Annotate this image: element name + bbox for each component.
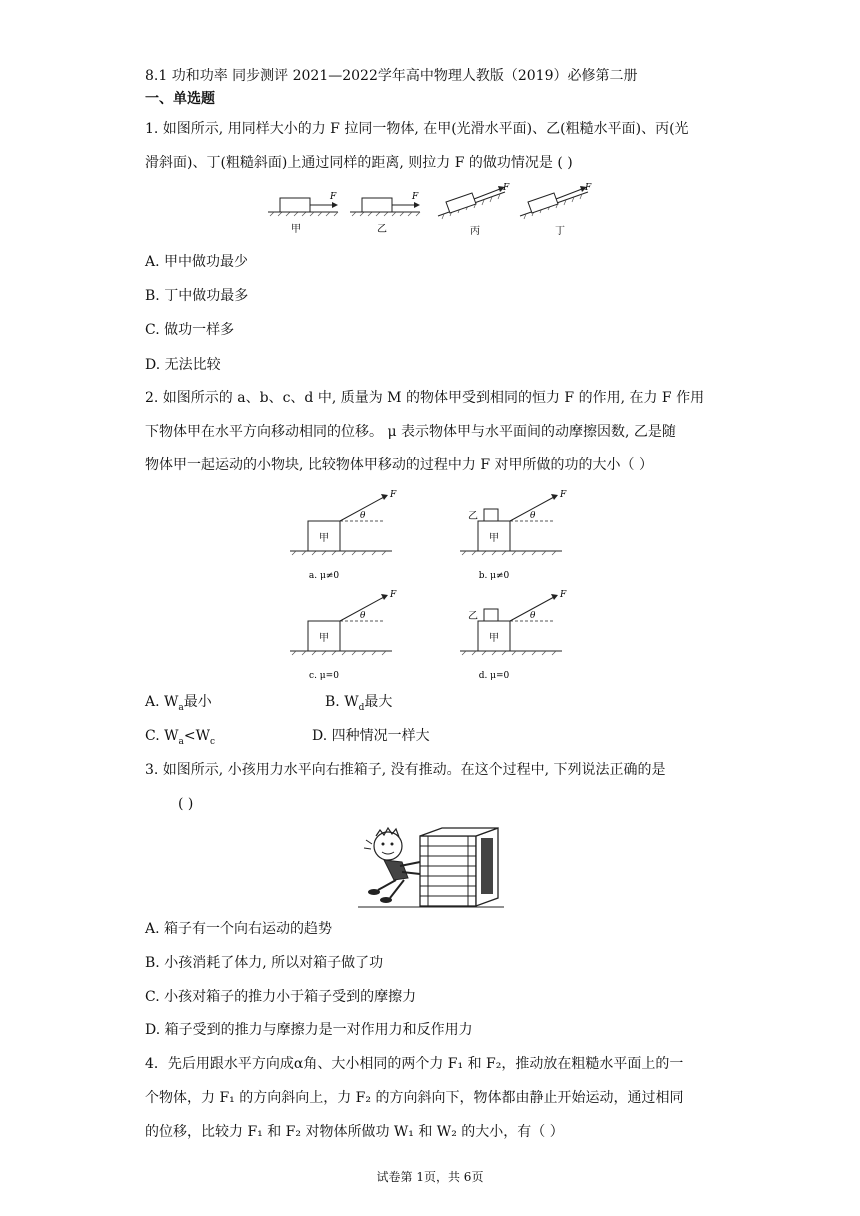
q2-panel-d <box>460 590 567 681</box>
q2-option-b: B. $W_d$最大 <box>325 694 393 713</box>
section-heading: 一、单选题 <box>145 91 215 107</box>
q1-force-label: F <box>585 183 592 193</box>
q1-figure <box>260 182 600 244</box>
q2-angle-label: θ <box>360 611 366 621</box>
q2-stem-line1: 2. 如图所示的 a、b、c、d 中, 质量为 M 的物体甲受到相同的恒力 F 的作用, 在力 F 作用 <box>145 390 705 406</box>
q1-option-d: D. 无法比较 <box>145 357 221 373</box>
q1-fig-ding <box>520 183 592 237</box>
q4-stem-line3: 的位移，比较力 F₁ 和 F₂ 对物体所做功 W₁ 和 W₂ 的大小，有（ ） <box>145 1124 564 1140</box>
q1-fig-jia <box>268 192 338 235</box>
q2-caption: d. μ=0 <box>478 671 510 681</box>
q2-caption: c. μ=0 <box>309 671 339 681</box>
q2-panel-a <box>290 490 397 581</box>
q1-option-b: B. 丁中做功最多 <box>145 288 249 304</box>
q2-panel-c <box>290 590 397 681</box>
q3-option-c: C. 小孩对箱子的推力小于箱子受到的摩擦力 <box>145 989 417 1005</box>
q2-figure <box>280 485 600 685</box>
q2-force-label: F <box>560 490 567 500</box>
q1-stem-line2: 滑斜面)、丁(粗糙斜面)上通过同样的距离, 则拉力 F 的做功情况是 ( ) <box>145 155 573 171</box>
q1-force-label: F <box>503 183 510 193</box>
q3-option-b: B. 小孩消耗了体力, 所以对箱子做了功 <box>145 955 384 971</box>
q2-angle-label: θ <box>530 511 536 521</box>
q2-panel-b <box>460 490 567 581</box>
q2-option-c: C. $W_a<W_c$ <box>145 728 216 747</box>
q3-option-d: D. 箱子受到的推力与摩擦力是一对作用力和反作用力 <box>145 1022 473 1038</box>
q2-block-label: 甲 <box>319 533 329 544</box>
q2-option-a: A. $W_a$最小 <box>145 694 212 713</box>
q2-block-label: 甲 <box>489 533 499 544</box>
q1-fig-label: 丁 <box>555 226 565 237</box>
q1-option-c: C. 做功一样多 <box>145 322 235 338</box>
q2-force-label: F <box>390 590 397 600</box>
q2-option-d: D. 四种情况一样大 <box>312 728 430 744</box>
q2-block-label: 甲 <box>319 633 329 644</box>
q4-stem-line1: 4．先后用跟水平方向成α角、大小相同的两个力 F₁ 和 F₂，推动放在粗糙水平面上的一 <box>145 1056 684 1072</box>
q4-stem-line2: 个物体，力 F₁ 的方向斜向上，力 F₂ 的方向斜向下，物体都由静止开始运动，通过相同 <box>145 1090 684 1106</box>
q2-force-label: F <box>560 590 567 600</box>
q3-stem-line1: 3. 如图所示, 小孩用力水平向右推箱子, 没有推动。在这个过程中, 下列说法正确的是 <box>145 762 666 778</box>
q1-stem-line1: 1. 如图所示, 用同样大小的力 F 拉同一物体, 在甲(光滑水平面)、乙(粗糙水平面)、丙(光 <box>145 121 689 137</box>
q2-block-label: 甲 <box>489 633 499 644</box>
q3-stem-line2: ( ) <box>178 796 194 812</box>
q2-force-label: F <box>390 490 397 500</box>
q1-force-label: F <box>330 192 337 202</box>
q2-angle-label: θ <box>360 511 366 521</box>
q1-fig-label: 乙 <box>377 224 387 235</box>
page-footer: 试卷第 1页，共 6页 <box>376 1170 484 1184</box>
q1-force-label: F <box>412 192 419 202</box>
q1-fig-bing <box>438 183 510 237</box>
q2-angle-label: θ <box>530 611 536 621</box>
q2-stem-line3: 物体甲一起运动的小物块, 比较物体甲移动的过程中力 F 对甲所做的功的大小（ ） <box>145 457 653 473</box>
document-title: 8.1 功和功率 同步测评 2021—2022学年高中物理人教版（2019）必修第二册 <box>145 68 638 84</box>
q1-fig-yi <box>350 192 420 235</box>
q2-small-block-label: 乙 <box>468 611 478 622</box>
q2-caption: b. μ≠0 <box>478 571 510 581</box>
q1-fig-label: 丙 <box>470 226 480 237</box>
q2-caption: a. μ≠0 <box>308 571 340 581</box>
q3-option-a: A. 箱子有一个向右运动的趋势 <box>145 921 333 937</box>
q2-stem-line2: 下物体甲在水平方向移动相同的位移。 μ 表示物体甲与水平面间的动摩擦因数, 乙是随 <box>145 424 676 440</box>
q1-fig-label: 甲 <box>291 224 301 235</box>
q1-option-a: A. 甲中做功最少 <box>145 254 249 270</box>
q2-small-block-label: 乙 <box>468 511 478 522</box>
q3-figure-child-pushing-box <box>358 822 506 910</box>
